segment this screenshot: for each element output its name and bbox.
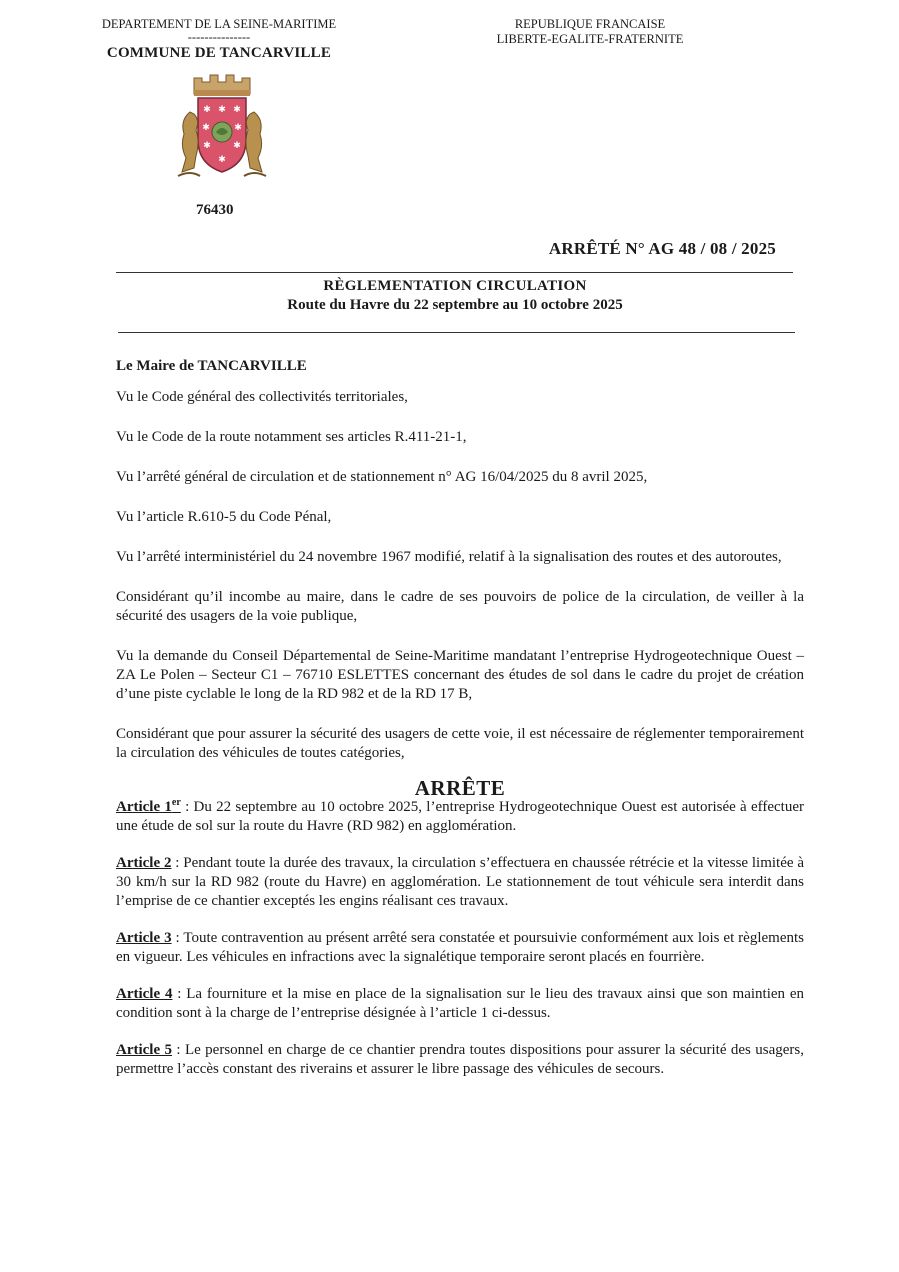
article-text: : Toute contravention au présent arrêté sera constatée et poursuivie conformément aux lois et règlements en vigueur. Les véhicules en infractions avec la signalétique temporaire seront placés en fourrière. [116, 930, 804, 965]
article-text: : Pendant toute la durée des travaux, la circulation s’effectuera en chaussée rétrécie et la vitesse limitée à 30 km/h sur la RD 982 (route du Havre) en agglomération. Le stationnement de tout véhicule sera interdit dans l’emprise de ce chantier exceptés les engins réalisant ces travaux. [116, 855, 804, 909]
visa-paragraph: Vu l’article R.610-5 du Code Pénal, [116, 509, 332, 525]
visa-paragraph: Vu la demande du Conseil Départemental de Seine-Maritime mandatant l’entreprise Hydrogeotechnique Ouest – ZA Le Polen – Secteur C1 – 76710 ESLETTES concernant des études de sol dans le cadre du projet de création d’une piste cyclable le long de la RD 982 et de la RD 17 B, [116, 648, 804, 702]
maire-line: Le Maire de TANCARVILLE [116, 358, 307, 374]
svg-text:✱: ✱ [233, 105, 241, 115]
visa-paragraph: Vu le Code général des collectivités territoriales, [116, 389, 408, 405]
article-3 [116, 929, 804, 967]
article-1 [116, 798, 804, 836]
divider [118, 332, 795, 333]
article-label: Article 3 [116, 930, 172, 946]
svg-text:✱: ✱ [202, 123, 210, 133]
title-line-2: Route du Havre du 22 septembre au 10 octobre 2025 [287, 297, 623, 313]
visa-paragraph: Vu l’arrêté interministériel du 24 novembre 1967 modifié, relatif à la signalisation des routes et des autoroutes, [116, 549, 782, 565]
title-line-1: RÈGLEMENTATION CIRCULATION [323, 278, 587, 294]
considerant-paragraph: Considérant que pour assurer la sécurité des usagers de cette voie, il est nécessaire de réglementer temporairement la circulation des véhicules de toutes catégories, [116, 726, 804, 761]
header-dashes: --------------- [187, 30, 251, 44]
article-label: Article 5 [116, 1042, 173, 1058]
article-label: Article 1er [116, 797, 181, 815]
article-text: : Du 22 septembre au 10 octobre 2025, l’entreprise Hydrogeotechnique Ouest est autorisée à effectuer une étude de sol sur la route du Havre (RD 982) en agglomération. [116, 799, 805, 834]
article-4 [116, 985, 804, 1023]
article-5 [116, 1041, 804, 1079]
svg-text:✱: ✱ [233, 141, 241, 151]
arrete-heading: ARRÊTE [414, 776, 506, 800]
department-name: DEPARTEMENT DE LA SEINE-MARITIME [101, 17, 337, 31]
article-label: Article 2 [116, 855, 172, 871]
document-body [116, 357, 804, 1097]
article-2 [116, 854, 804, 911]
coat-of-arms-icon [170, 72, 274, 184]
svg-text:✱: ✱ [203, 105, 211, 115]
arrete-number: ARRÊTÉ N° AG 48 / 08 / 2025 [548, 239, 776, 258]
commune-name: COMMUNE DE TANCARVILLE [106, 45, 332, 61]
visa-paragraph: Vu le Code de la route notamment ses articles R.411-21-1, [116, 429, 467, 445]
department-header [94, 17, 344, 61]
republic-motto: LIBERTE-EGALITE-FRATERNITE [496, 32, 684, 46]
postcode: 76430 [196, 202, 234, 218]
svg-text:✱: ✱ [203, 141, 211, 151]
svg-text:✱: ✱ [234, 123, 242, 133]
republic-header [480, 17, 700, 47]
considerant-paragraph: Considérant qu’il incombe au maire, dans le cadre de ses pouvoirs de police de la circulation, de veiller à la sécurité des usagers de la voie publique, [116, 589, 804, 624]
article-label: Article 4 [116, 986, 173, 1002]
republic-name: REPUBLIQUE FRANCAISE [514, 17, 666, 31]
svg-text:✱: ✱ [218, 105, 226, 115]
visa-paragraph: Vu l’arrêté général de circulation et de stationnement n° AG 16/04/2025 du 8 avril 2025, [116, 469, 648, 485]
article-text: : La fourniture et la mise en place de la signalisation sur le lieu des travaux ainsi que son maintien en condition sont à la charge de l’entreprise désignée à l’article 1 ci-dessus. [116, 986, 804, 1021]
document-title [150, 277, 760, 315]
svg-text:✱: ✱ [218, 155, 226, 165]
article-text: : Le personnel en charge de ce chantier prendra toutes dispositions pour assurer la sécurité des usagers, permettre l’accès constant des riverains et assurer le libre passage des véhicules de secours. [116, 1042, 804, 1077]
divider [116, 272, 793, 273]
